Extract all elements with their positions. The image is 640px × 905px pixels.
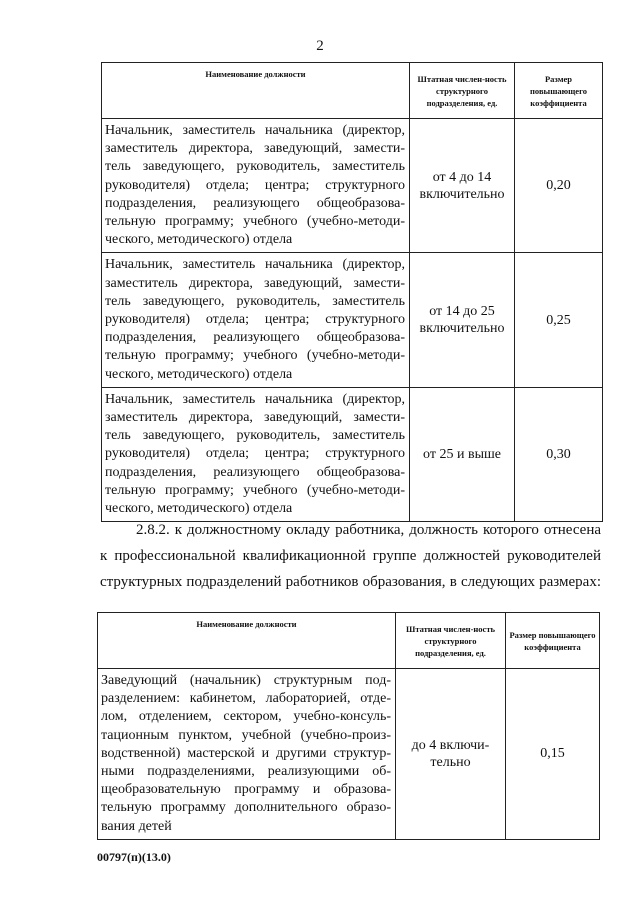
table-header-row: [98, 613, 600, 669]
coefficient-cell: 0,30: [515, 387, 603, 521]
column-header-position: Наименование должности: [102, 63, 410, 119]
page-number: 2: [316, 38, 324, 54]
column-header-staff-count: Штатная числен-ность структурного подразделения, ед.: [410, 63, 515, 119]
column-header-staff-count: Штатная числен-ность структурного подразделения, ед.: [396, 613, 506, 669]
position-name-cell: Заведующий (начальник) структурным под-разделением: кабинетом, лабораторией, отде-лом, отделением, сектором, учебно-консуль-тационным пунктом, учебной (учебно-произ-водственной) мастерской и другими структур-ными подразделениями, реализующими об-щеобразовательную программу и образова-тельную программу дополнительного образо-вания детей: [98, 669, 396, 840]
coefficient-cell: 0,15: [506, 669, 600, 840]
position-name-cell: Начальник, заместитель начальника (директор, заместитель директора, заведующий, замести-тель заведующего, руководитель, заместитель руководителя) отдела; центра; структурного подразделения, реализующего общеобразова-тельную программу; учебного (учебно-методи-ческого, методического) отдела: [102, 387, 410, 521]
paragraph-line: структурных подразделений работников образования, в следующих размерах:: [100, 574, 601, 590]
position-name-cell: Начальник, заместитель начальника (директор, заместитель директора, заведующий, замести-тель заведующего, руководитель, заместитель руководителя) отдела; центра; структурного подразделения, реализующего общеобразова-тельную программу; учебного (учебно-методи-ческого, методического) отдела: [102, 253, 410, 387]
coefficient-cell: 0,25: [515, 253, 603, 387]
column-header-position: Наименование должности: [98, 613, 396, 669]
column-header-coefficient: Размер повышающего коэффициента: [506, 613, 600, 669]
table-row: [102, 119, 603, 253]
staff-count-cell: от 14 до 25 включительно: [410, 253, 515, 387]
table-row: [102, 253, 603, 387]
staff-count-cell: до 4 включи-тельно: [396, 669, 506, 840]
coefficient-table-2: [97, 612, 600, 840]
coefficient-cell: 0,20: [515, 119, 603, 253]
position-name-cell: Начальник, заместитель начальника (директор, заместитель директора, заведующий, замести-тель заведующего, руководитель, заместитель руководителя) отдела; центра; структурного подразделения, реализующего общеобразова-тельную программу; учебного (учебно-методи-ческого, методического) отдела: [102, 119, 410, 253]
column-header-coefficient: Размер повышающего коэффициента: [515, 63, 603, 119]
paragraph-line: к профессиональной квалификационной группе должностей руководителей: [100, 548, 601, 564]
document-code: 00797(п)(13.0): [97, 850, 171, 864]
coefficient-table-1: [101, 62, 603, 522]
table-row: [102, 387, 603, 521]
staff-count-cell: от 25 и выше: [410, 387, 515, 521]
table-header-row: [102, 63, 603, 119]
staff-count-cell: от 4 до 14 включительно: [410, 119, 515, 253]
paragraph-line: 2.8.2. к должностному окладу работника, должность которого отнесена: [136, 522, 601, 538]
table-row: [98, 669, 600, 840]
